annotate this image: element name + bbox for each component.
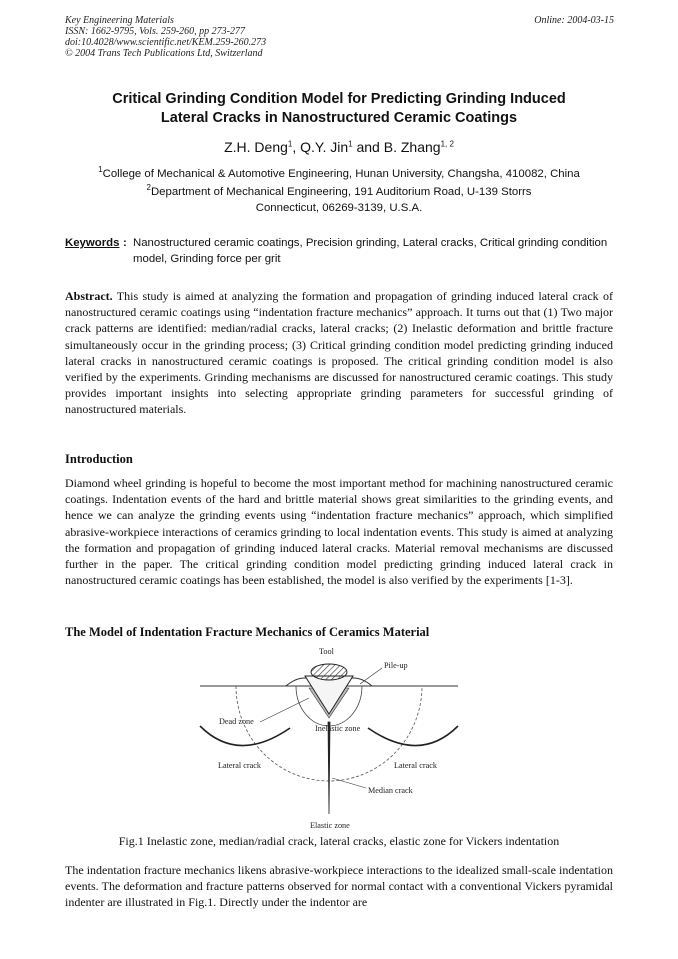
affiliation-2-line-1: Department of Mechanical Engineering, 191 Auditorium Road, U-139 Storrs (150, 186, 532, 198)
label-pile-up: Pile-up (384, 661, 408, 670)
paper-title (50, 90, 628, 128)
author-3-sup: 1, 2 (440, 139, 454, 149)
label-inelastic-zone: Inelastic zone (315, 724, 361, 733)
author-2-sup: 1 (348, 139, 353, 149)
label-lateral-crack-right: Lateral crack (394, 761, 437, 770)
issn-line: ISSN: 1662-9795, Vols. 259-260, pp 273-277 (65, 26, 245, 37)
label-tool: Tool (319, 647, 334, 656)
tool-indenter (305, 676, 353, 714)
label-median-crack: Median crack (368, 786, 413, 795)
introduction-paragraph: Diamond wheel grinding is hopeful to become the most important method for machining nanostructured ceramic coatings. Indentation events of the hard and brittle material shows great similarities to the grinding events, and hence we can analyze the grinding events using “indentation fracture mechanics” approach, which simplified abrasive-workpiece interactions of ceramics grinding to local indentation events. This study is aimed at analyzing the formation and propagation of grinding induced lateral cracks. Material removal mechanisms are discussed further in the paper. The critical grinding condition model predicting grinding induced lateral crack in nanostructured ceramic coatings has been established, the model is also verified by the experiments [1-3]. (65, 476, 613, 588)
keywords-block: Keywords : Nanostructured ceramic coatings, Precision grinding, Lateral cracks, Critical grinding condition model, Grinding force per grit (65, 235, 613, 267)
online-date: Online: 2004-03-15 (534, 15, 614, 26)
title-line-1: Critical Grinding Condition Model for Predicting Grinding Induced (112, 91, 566, 107)
indentation-figure (178, 646, 480, 832)
author-list: Z.H. Deng$^1$, Q.Y. Jin$^1$ and B. Zhang$^{1, 2}$ (224, 139, 454, 155)
keywords-text: Nanostructured ceramic coatings, Precision grinding, Lateral cracks, Critical grinding condition model, Grinding force per grit (133, 237, 608, 265)
copyright-line: © 2004 Trans Tech Publications Ltd, Switzerland (65, 48, 263, 59)
affiliation-2-sup: 2 (146, 183, 151, 193)
affiliation-1-text: College of Mechanical & Automotive Engineering, Hunan University, Changsha, 410082, China (102, 168, 580, 180)
label-lateral-crack-left: Lateral crack (218, 761, 261, 770)
title-line-2: Lateral Cracks in Nanostructured Ceramic Coatings (160, 110, 518, 126)
affiliation-2 (40, 184, 638, 216)
introduction-heading: Introduction (65, 452, 133, 466)
lateral-crack-left (200, 726, 290, 746)
author-2: Q.Y. Jin (300, 139, 349, 155)
tool-head (311, 664, 347, 680)
abstract-text: This study is aimed at analyzing the formation and propagation of grinding induced lateral crack of nanostructured ceramic coatings using “indentation fracture mechanics” approach. It turns out that (1) Two major crack patterns are identified: median/radial cracks, lateral cracks; (2) Inelastic deformation and brittle fracture simultaneously occur in the grinding process; (3) Critical grinding condition model predicting grinding induced lateral cracks in nanostructured ceramic coatings is proposed. The critical grinding condition model is also verified by the experiments. Grinding mechanisms are discussed for nanostructured ceramic coatings. This study provides important insights into selecting appropriate grinding parameters for successful grinding of nanostructured materials. (65, 289, 613, 417)
label-elastic-zone: Elastic zone (310, 821, 350, 830)
abstract-label: Abstract. (65, 289, 113, 303)
affiliation-1-sup: 1 (98, 165, 103, 175)
journal-header (65, 15, 266, 59)
median-crack (328, 722, 330, 814)
author-3: B. Zhang (383, 139, 441, 155)
closing-paragraph: The indentation fracture mechanics likens abrasive-workpiece interactions to the idealized small-scale indentation events. The deformation and fracture patterns observed for normal contact with a conventional Vickers pyramidal indenter are illustrated in Fig.1. Directly under the indentor are (65, 863, 613, 910)
author-and: and (356, 139, 380, 155)
figure-caption: Fig.1 Inelastic zone, median/radial crack, lateral cracks, elastic zone for Vickers indentation (118, 834, 560, 848)
doi-line: doi:10.4028/www.scientific.net/KEM.259-260.273 (65, 37, 267, 48)
lateral-crack-right (368, 726, 458, 746)
keywords-label: Keywords (65, 237, 120, 249)
author-1: Z.H. Deng (224, 139, 288, 155)
author-1-sup: 1 (287, 139, 293, 149)
affiliation-2-line-2: Connecticut, 06269-3139, U.S.A. (255, 202, 423, 214)
label-dead-zone: Dead zone (219, 717, 254, 726)
model-section-heading: The Model of Indentation Fracture Mechanics of Ceramics Material (65, 625, 430, 639)
affiliation-1 (40, 166, 638, 182)
journal-name: Key Engineering Materials (65, 15, 174, 26)
abstract-paragraph (65, 288, 613, 418)
